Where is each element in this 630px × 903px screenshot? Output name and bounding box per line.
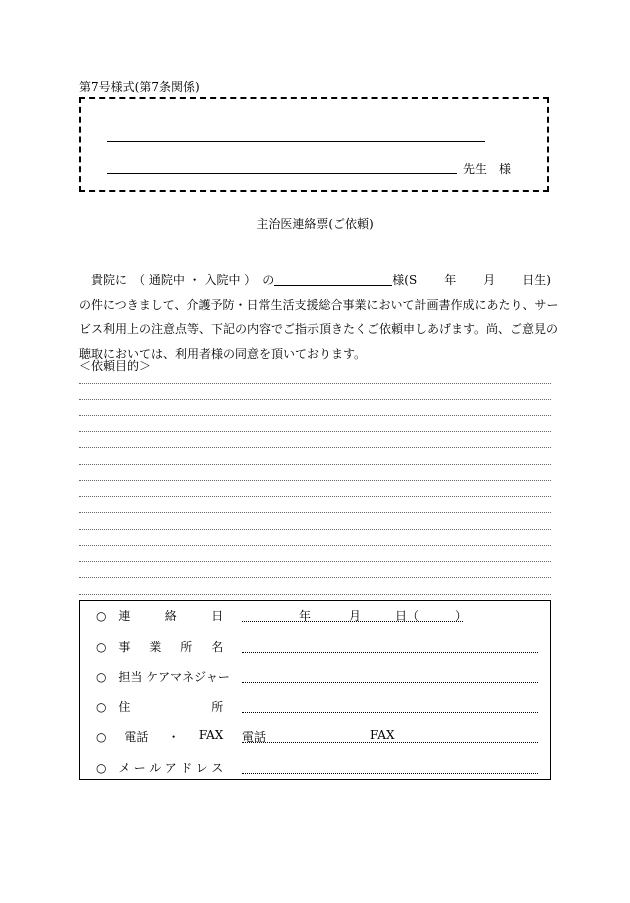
fax-label: FAX bbox=[370, 728, 395, 742]
patient-name-line[interactable] bbox=[274, 272, 392, 286]
bullet-circle: ○ bbox=[96, 640, 107, 654]
paragraph-row-1 bbox=[79, 268, 551, 293]
bullet-circle: ○ bbox=[96, 730, 107, 744]
purpose-line[interactable] bbox=[79, 431, 551, 432]
care-manager-label: 担当 ケアマネジャー bbox=[118, 670, 230, 684]
phone-fax-row bbox=[96, 728, 223, 745]
birth-year-label: 年 bbox=[444, 273, 457, 287]
addressee-box bbox=[79, 97, 549, 192]
hospital-name-line[interactable] bbox=[107, 141, 485, 142]
birth-month-label: 月 bbox=[483, 273, 496, 287]
paragraph-row-3: ビス利用上の注意点等、下記の内容でご指示頂きたくご依頼申しあげます。尚、ご意見の bbox=[79, 322, 559, 336]
purpose-line[interactable] bbox=[79, 480, 551, 481]
phone-fax-label: 電話 ・ FAX bbox=[124, 728, 224, 744]
email-row bbox=[96, 759, 223, 776]
doctor-honorific: 先生 様 bbox=[463, 162, 512, 176]
purpose-line[interactable] bbox=[79, 512, 551, 513]
bullet-circle: ○ bbox=[96, 670, 107, 684]
address-label: 住 所 bbox=[118, 700, 224, 714]
birth-day-label: 日生) bbox=[522, 273, 551, 287]
contact-year-label: 年 bbox=[299, 609, 312, 623]
purpose-line[interactable] bbox=[79, 496, 551, 497]
care-manager-name-field[interactable] bbox=[242, 668, 538, 683]
contact-month-label: 月 bbox=[349, 609, 362, 623]
office-label: 事 業 所 名 bbox=[118, 640, 224, 654]
contact-date-label: 連 絡 日 bbox=[118, 609, 224, 623]
purpose-line[interactable] bbox=[79, 447, 551, 448]
purpose-line[interactable] bbox=[79, 399, 551, 400]
purpose-line[interactable] bbox=[79, 383, 551, 384]
purpose-line[interactable] bbox=[79, 464, 551, 465]
contact-weekday-close: ） bbox=[455, 609, 468, 623]
contact-day-label: 日（ bbox=[395, 609, 420, 623]
office-name-field[interactable] bbox=[242, 638, 538, 653]
address-field[interactable] bbox=[242, 698, 538, 713]
row1-sama: 様(S bbox=[392, 273, 418, 287]
contact-date-field[interactable] bbox=[242, 607, 468, 623]
request-paragraph bbox=[79, 268, 559, 366]
bullet-circle: ○ bbox=[96, 609, 107, 623]
address-row bbox=[96, 698, 223, 715]
bullet-circle: ○ bbox=[96, 761, 107, 775]
purpose-line[interactable] bbox=[79, 545, 551, 546]
contact-date-row bbox=[96, 607, 223, 624]
row1-start: 貴院に （ 通院中 ・ 入院中 ） の bbox=[91, 273, 275, 287]
paragraph-row-2: の件につきまして、介護予防・日常生活支援総合事業において計画書作成にあたり、サー bbox=[79, 297, 559, 312]
bullet-circle: ○ bbox=[96, 700, 107, 714]
form-number: 第7号様式(第7条関係) bbox=[79, 80, 200, 94]
purpose-line[interactable] bbox=[79, 561, 551, 562]
email-field[interactable] bbox=[242, 759, 538, 774]
email-label: メ ー ル ア ド レ ス bbox=[118, 761, 224, 775]
purpose-line[interactable] bbox=[79, 529, 551, 530]
purpose-label: ＜依頼目的＞ bbox=[79, 359, 152, 373]
doctor-name-line[interactable] bbox=[107, 173, 457, 174]
phone-label: 電話 bbox=[242, 730, 267, 744]
care-manager-row bbox=[96, 668, 230, 685]
care-manager-info-box bbox=[79, 600, 551, 780]
purpose-line[interactable] bbox=[79, 415, 551, 416]
paragraph-row-4: 聴取においては、利用者様の同意を頂いております。 bbox=[79, 346, 367, 361]
purpose-line[interactable] bbox=[79, 594, 551, 595]
purpose-line[interactable] bbox=[79, 577, 551, 578]
document-title: 主治医連絡票(ご依頼) bbox=[256, 217, 374, 231]
office-row bbox=[96, 638, 223, 655]
phone-fax-field[interactable] bbox=[242, 728, 538, 743]
